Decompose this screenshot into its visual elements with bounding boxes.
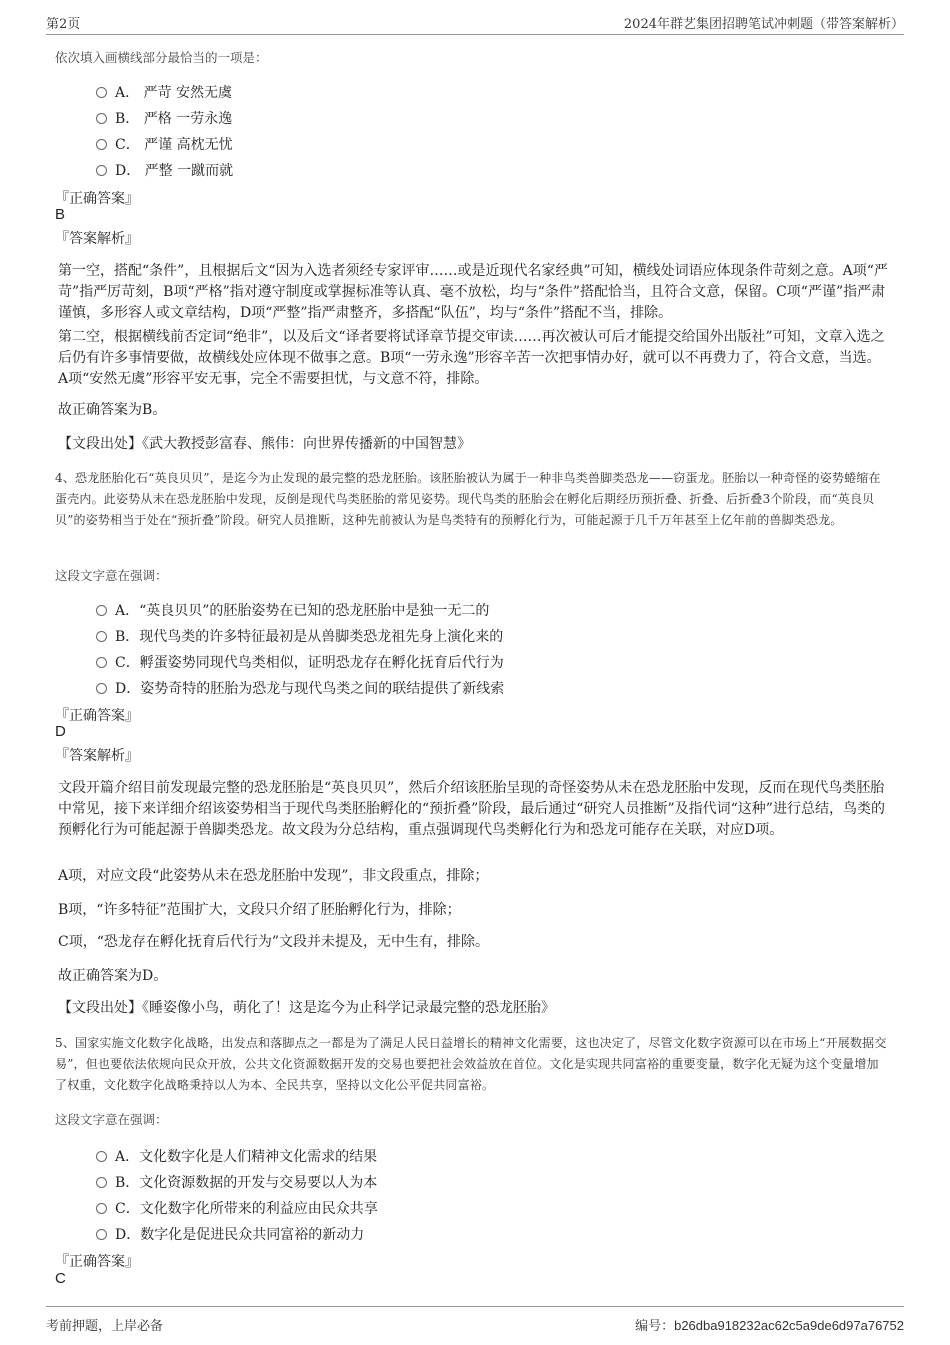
radio-icon[interactable]	[96, 1151, 107, 1162]
q3-answer-label: 『正确答案』	[55, 191, 139, 207]
q5-answer: C	[55, 1270, 66, 1287]
q4-source: 【文段出处】《睡姿像小鸟，萌化了！这是迄今为止科学记录最完整的恐龙胚胎》	[58, 1000, 555, 1016]
q4-option-c[interactable]: C．孵蛋姿势同现代鸟类相似，证明恐龙存在孵化抚育后代行为	[96, 652, 504, 672]
page-number: 第2页	[46, 17, 81, 32]
q4-answer-label: 『正确答案』	[55, 708, 139, 724]
q5-answer-label: 『正确答案』	[55, 1254, 139, 1270]
q4-answer: D	[55, 723, 66, 740]
q3-answer: B	[55, 206, 66, 223]
serial-value: b26dba918232ac62c5a9de6d97a76752	[674, 1318, 904, 1333]
q4-option-d[interactable]: D．姿势奇特的胚胎为恐龙与现代鸟类之间的联结提供了新线索	[96, 678, 504, 698]
q4-analysis-paragraph: B项，“许多特征”范围扩大，文段只介绍了胚胎孵化行为，排除；	[58, 902, 461, 918]
q4-option-a[interactable]: A．“英良贝贝”的胚胎姿势在已知的恐龙胚胎中是独一无二的	[96, 600, 489, 620]
serial-label: 编号：	[635, 1319, 675, 1334]
serial-number	[635, 1315, 904, 1334]
radio-icon[interactable]	[96, 139, 107, 150]
q3-option-c[interactable]: C． 严谨 高枕无忧	[96, 134, 233, 154]
radio-icon[interactable]	[96, 1177, 107, 1188]
q3-prompt: 依次填入画横线部分最恰当的一项是：	[55, 50, 268, 65]
q4-option-b[interactable]: B．现代鸟类的许多特征最初是从兽脚类恐龙祖先身上演化来的	[96, 626, 503, 646]
q5-option-c[interactable]: C．文化数字化所带来的利益应由民众共享	[96, 1198, 378, 1218]
q3-option-d[interactable]: D． 严整 一蹴而就	[96, 160, 233, 180]
q4-conclusion: 故正确答案为D。	[58, 968, 168, 984]
radio-icon[interactable]	[96, 113, 107, 124]
q5-option-d[interactable]: D．数字化是促进民众共同富裕的新动力	[96, 1224, 364, 1244]
q4-analysis-label: 『答案解析』	[55, 748, 139, 764]
q3-analysis-paragraph: 第一空，搭配“条件”，且根据后文“因为入选者须经专家评审……或是近现代名家经典”可知，横线处词语应体现条件苛刻之意。A项“严苛”指严厉苛刻，B项“严格”指对遵守制度或掌握标准等认真、毫不放松，均与“条件”搭配恰当，且符合文意，保留。C项“严谨”指严肃谨慎，多形容人或文章结构，D项“严整”指严肃整齐，多搭配“队伍”，均与“条件”搭配不当，排除。	[58, 263, 888, 321]
q3-analysis-paragraph: 第二空，根据横线前否定词“绝非”，以及后文“译者要将试译章节提交审读……再次被认可后才能提交给国外出版社”可知，文章入选之后仍有许多事情要做，故横线处应体现不做事之意。B项“一劳永逸”形容辛苦一次把事情办好，就可以不再费力了，符合文意，当选。A项“安然无虞”形容平安无事，完全不需要担忧，与文意不符，排除。	[58, 329, 885, 387]
q4-analysis-paragraph: 文段开篇介绍目前发现最完整的恐龙胚胎是“英良贝贝”，然后介绍该胚胎呈现的奇怪姿势从未在恐龙胚胎中发现，反而在现代鸟类胚胎中常见，接下来详细介绍该姿势相当于现代鸟类胚胎孵化的“预折叠”阶段，最后通过“研究人员推断”及指代词“这种”进行总结，鸟类的预孵化行为可能起源于兽脚类恐龙。故文段为分总结构，重点强调现代鸟类孵化行为和恐龙可能存在关联，对应D项。	[58, 780, 885, 838]
q5-prompt: 这段文字意在强调：	[55, 1112, 168, 1127]
q3-conclusion: 故正确答案为B。	[58, 402, 167, 418]
radio-icon[interactable]	[96, 1229, 107, 1240]
q4-stem: 4、恐龙胚胎化石“英良贝贝”，是迄今为止发现的最完整的恐龙胚胎。该胚胎被认为属于一种非鸟类兽脚类恐龙——窃蛋龙。胚胎以一种奇怪的姿势蜷缩在蛋壳内。此姿势从未在恐龙胚胎中发现，反倒是现代鸟类胚胎的常见姿势。现代鸟类的胚胎会在孵化后期经历预折叠、折叠、后折叠3个阶段，而“英良贝贝”的姿势相当于处在“预折叠”阶段。研究人员推断，这种先前被认为是鸟类特有的预孵化行为，可能起源于几千万年甚至上亿年前的兽脚类恐龙。	[55, 471, 881, 527]
footer-slogan: 考前押题，上岸必备	[46, 1319, 164, 1334]
q3-source: 【文段出处】《武大教授彭富春、熊伟：向世界传播新的中国智慧》	[58, 436, 471, 452]
radio-icon[interactable]	[96, 657, 107, 668]
page-footer	[46, 1306, 904, 1335]
q4-analysis-paragraph: C项，“恐龙存在孵化抚育后代行为”文段并未提及，无中生有，排除。	[58, 934, 490, 950]
q3-analysis-label: 『答案解析』	[55, 231, 139, 247]
page-header	[46, 10, 904, 35]
q4-prompt: 这段文字意在强调：	[55, 568, 168, 583]
document-title: 2024年群艺集团招聘笔试冲刺题（带答案解析）	[623, 17, 904, 32]
q5-stem: 5、国家实施文化数字化战略，出发点和落脚点之一都是为了满足人民日益增长的精神文化需要，这也决定了，尽管文化数字资源可以在市场上“开展数据交易”，但也要依法依规向民众开放，公共文化资源数据开发的交易也要把社会效益放在首位。文化是实现共同富裕的重要变量，数字化无疑为这个变量增加了权重，文化数字化战略秉持以人为本、全民共享，坚持以文化公平促共同富裕。	[55, 1036, 887, 1092]
radio-icon[interactable]	[96, 87, 107, 98]
radio-icon[interactable]	[96, 683, 107, 694]
q3-option-a[interactable]: A． 严苛 安然无虞	[96, 82, 232, 102]
radio-icon[interactable]	[96, 1203, 107, 1214]
q4-analysis-paragraph: A项，对应文段“此姿势从未在恐龙胚胎中发现”，非文段重点，排除；	[58, 868, 489, 884]
q5-option-a[interactable]: A．文化数字化是人们精神文化需求的结果	[96, 1146, 377, 1166]
radio-icon[interactable]	[96, 605, 107, 616]
q3-option-b[interactable]: B． 严格 一劳永逸	[96, 108, 232, 128]
q5-option-b[interactable]: B．文化资源数据的开发与交易要以人为本	[96, 1172, 377, 1192]
radio-icon[interactable]	[96, 165, 107, 176]
radio-icon[interactable]	[96, 631, 107, 642]
